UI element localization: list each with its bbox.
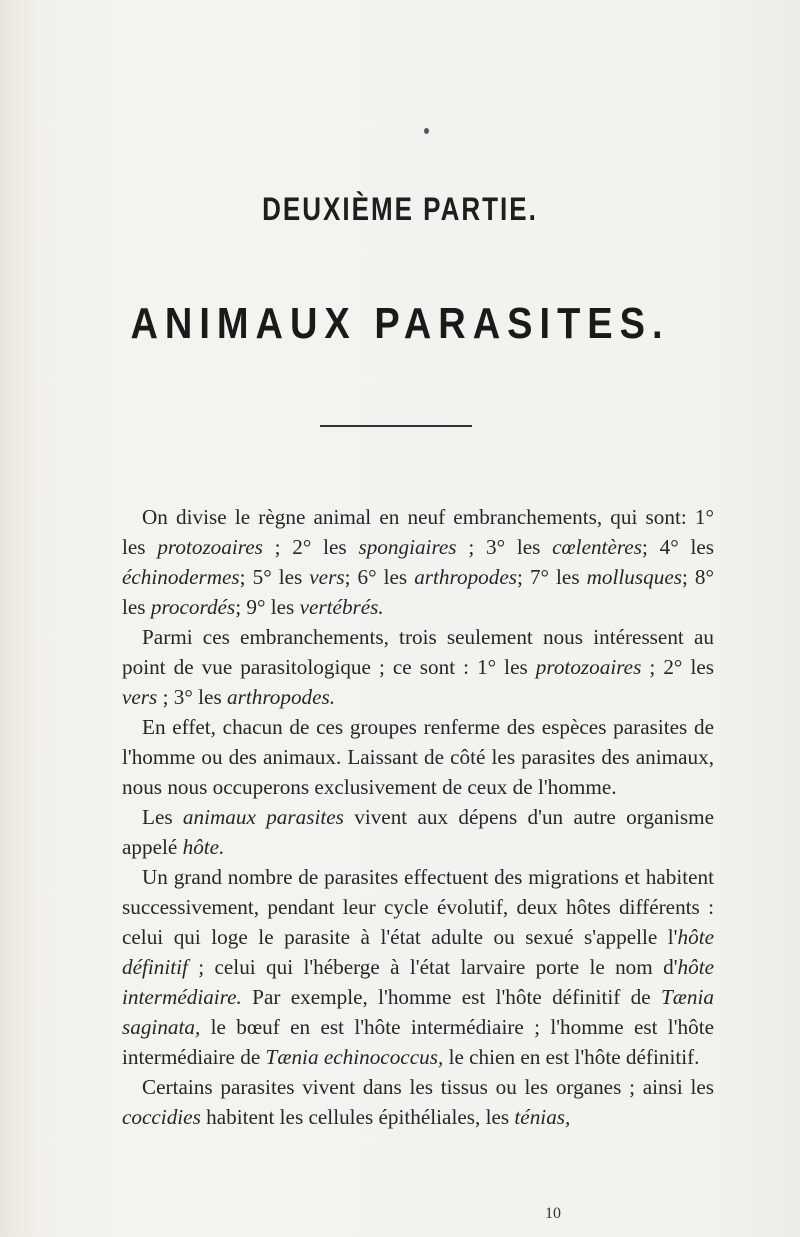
- paragraph: [122, 862, 714, 1072]
- italic-term: hôte définitif: [122, 925, 714, 979]
- text-run: habitent les cellules épithéliales, les: [200, 1105, 515, 1129]
- italic-term: Tænia echinococcus,: [265, 1045, 444, 1069]
- italic-term: protozoaires: [157, 535, 263, 559]
- text-run: ; 3° les: [456, 535, 553, 559]
- text-run: Certains parasites vivent dans les tissus ou les organes ; ainsi les: [142, 1075, 714, 1099]
- italic-term: spongiaires: [358, 535, 457, 559]
- paragraph: [122, 622, 714, 712]
- italic-term: arthropodes: [414, 565, 518, 589]
- text-run: Par exemple, l'homme est l'hôte définitif de: [241, 985, 661, 1009]
- text-run: vivent aux dépens d'un autre organisme appelé: [122, 805, 715, 859]
- text-run: ; 5° les: [239, 565, 310, 589]
- italic-term: arthropodes.: [227, 685, 336, 709]
- text-run: ; 4° les: [641, 535, 714, 559]
- text-run: ; celui qui l'héberge à l'état larvaire porte le nom d': [187, 955, 678, 979]
- italic-term: Tænia saginata,: [122, 985, 714, 1039]
- italic-term: vers: [309, 565, 345, 589]
- italic-term: hôte intermédiaire.: [122, 955, 714, 1009]
- text-run: Un grand nombre de parasites effectuent des migrations et habitent successivement, pendant leur cycle évolutif, deux hôtes différents : celui qui loge le parasite à l'état adulte ou sexué s'appelle l': [122, 865, 714, 949]
- text-run: En effet, chacun de ces groupes renferme des espèces parasites de l'homme ou des animaux. Laissant de côté les parasites des animaux, nous nous occuperons exclusivement de ceux de l'homme.: [122, 715, 714, 799]
- text-run: ; 2° les: [641, 655, 714, 679]
- italic-term: ténias,: [514, 1105, 571, 1129]
- ink-speck: [424, 128, 429, 134]
- paragraph: [122, 1072, 714, 1132]
- text-run: ; 2° les: [262, 535, 359, 559]
- italic-term: hôte.: [182, 835, 225, 859]
- text-run: ; 8° les: [122, 565, 714, 619]
- text-run: le chien en est l'hôte définitif.: [443, 1045, 700, 1069]
- text-run: Les: [142, 805, 183, 829]
- italic-term: mollusques: [586, 565, 682, 589]
- paragraph: [122, 502, 714, 622]
- part-heading: DEUXIÈME PARTIE.: [262, 190, 538, 228]
- chapter-title: ANIMAUX PARASITES.: [130, 300, 670, 349]
- italic-term: protozoaires: [535, 655, 642, 679]
- italic-term: coccidies: [122, 1105, 201, 1129]
- italic-term: vertébrés.: [299, 595, 384, 619]
- text-run: ; 6° les: [344, 565, 415, 589]
- italic-term: échinodermes: [122, 565, 240, 589]
- body-text: [122, 502, 714, 1132]
- text-run: On divise le règne animal en neuf embranchements, qui sont: 1° les: [122, 505, 714, 559]
- italic-term: cœlentères: [552, 535, 642, 559]
- page-number: 10: [545, 1205, 561, 1222]
- title-rule-divider: [320, 425, 472, 427]
- text-run: ; 7° les: [517, 565, 587, 589]
- text-run: Parmi ces embranchements, trois seulement nous intéressent au point de vue parasitologique ; ce sont : 1° les: [122, 625, 714, 679]
- text-run: ; 3° les: [157, 685, 227, 709]
- italic-term: procordés: [150, 595, 236, 619]
- italic-term: animaux parasites: [182, 805, 344, 829]
- italic-term: vers: [122, 685, 158, 709]
- paragraph: [122, 802, 714, 862]
- paragraph: [122, 712, 714, 802]
- text-run: ; 9° les: [235, 595, 300, 619]
- text-run: le bœuf en est l'hôte intermédiaire ; l'homme est l'hôte intermédiaire de: [122, 1015, 714, 1069]
